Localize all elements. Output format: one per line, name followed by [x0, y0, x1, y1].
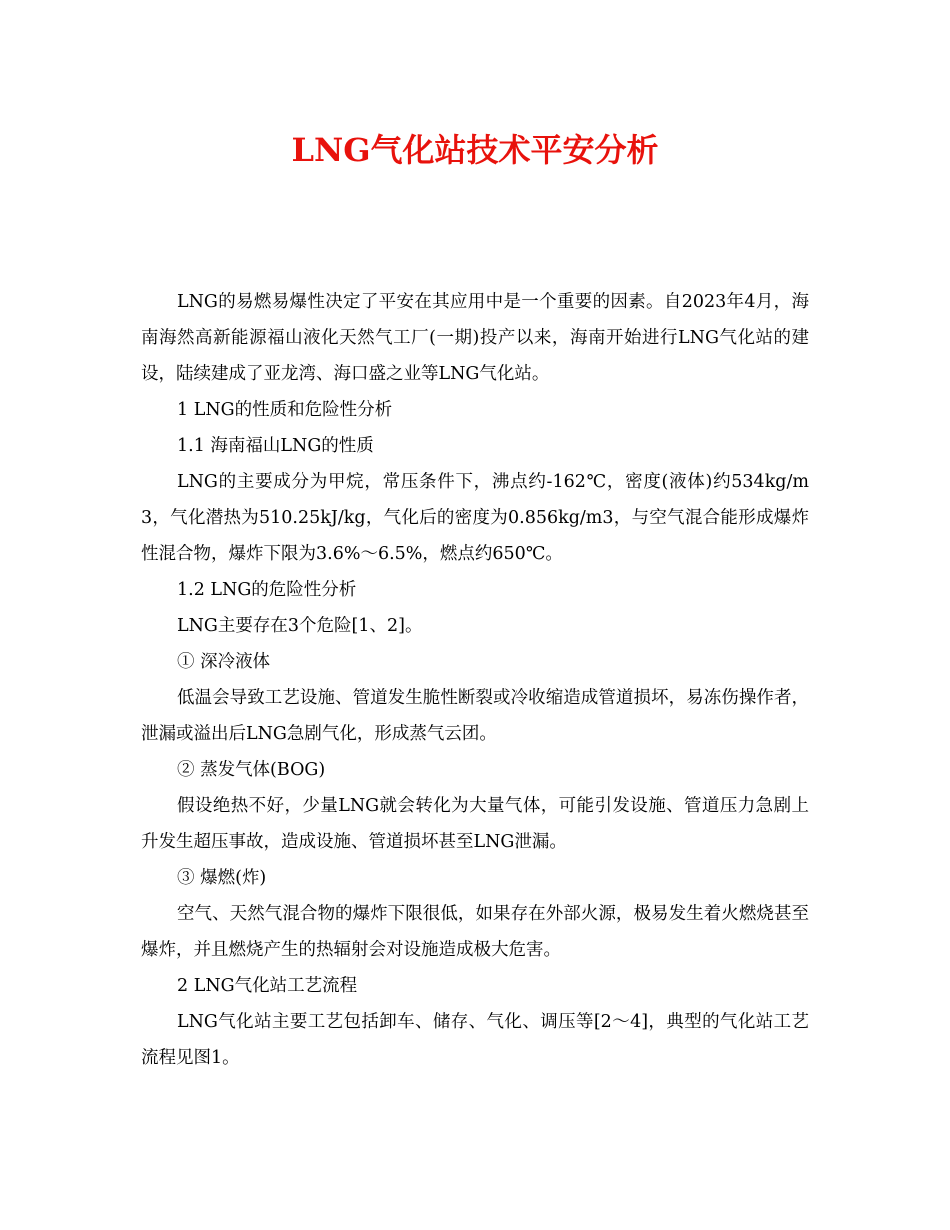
hazard-item-2-paragraph: 假设绝热不好，少量LNG就会转化为大量气体，可能引发设施、管道压力急剧上升发生超压事故，造成设施、管道损坏甚至LNG泄漏。	[141, 796, 809, 852]
intro-paragraph: LNG的易燃易爆性决定了平安在其应用中是一个重要的因素。自2023年4月，海南海然高新能源福山液化天然气工厂(一期)投产以来，海南开始进行LNG气化站的建设，陆续建成了亚龙湾、海口盛之业等LNG气化站。	[141, 292, 809, 384]
process-paragraph: LNG气化站主要工艺包括卸车、储存、气化、调压等[2～4]，典型的气化站工艺流程见图1。	[141, 1012, 809, 1068]
hazard-item-1-paragraph: 低温会导致工艺设施、管道发生脆性断裂或冷收缩造成管道损坏，易冻伤操作者，泄漏或溢出后LNG急剧气化，形成蒸气云团。	[141, 688, 809, 744]
subsection-heading-1-1: 1.1 海南福山LNG的性质	[177, 436, 374, 456]
lng-properties-paragraph: LNG的主要成分为甲烷，常压条件下，沸点约-162℃，密度(液体)约534kg/m3，气化潜热为510.25kJ/kg，气化后的密度为0.856kg/m3，与空气混合能形成爆炸性混合物，爆炸下限为3.6%～6.5%，燃点约650℃。	[141, 472, 809, 564]
hazard-item-2-heading: ② 蒸发气体(BOG)	[177, 760, 326, 780]
hazards-intro-paragraph: LNG主要存在3个危险[1、2]。	[177, 616, 423, 636]
section-heading-2: 2 LNG气化站工艺流程	[177, 976, 358, 996]
document-body	[141, 284, 809, 1076]
hazard-item-3-heading: ③ 爆燃(炸)	[177, 868, 267, 888]
document-title: LNG气化站技术平安分析	[291, 131, 659, 169]
hazard-item-1-heading: ① 深冷液体	[177, 652, 271, 672]
hazard-item-3-paragraph: 空气、天然气混合物的爆炸下限很低，如果存在外部火源，极易发生着火燃烧甚至爆炸，并且燃烧产生的热辐射会对设施造成极大危害。	[141, 904, 809, 960]
subsection-heading-1-2: 1.2 LNG的危险性分析	[177, 580, 357, 600]
section-heading-1: 1 LNG的性质和危险性分析	[177, 400, 393, 420]
